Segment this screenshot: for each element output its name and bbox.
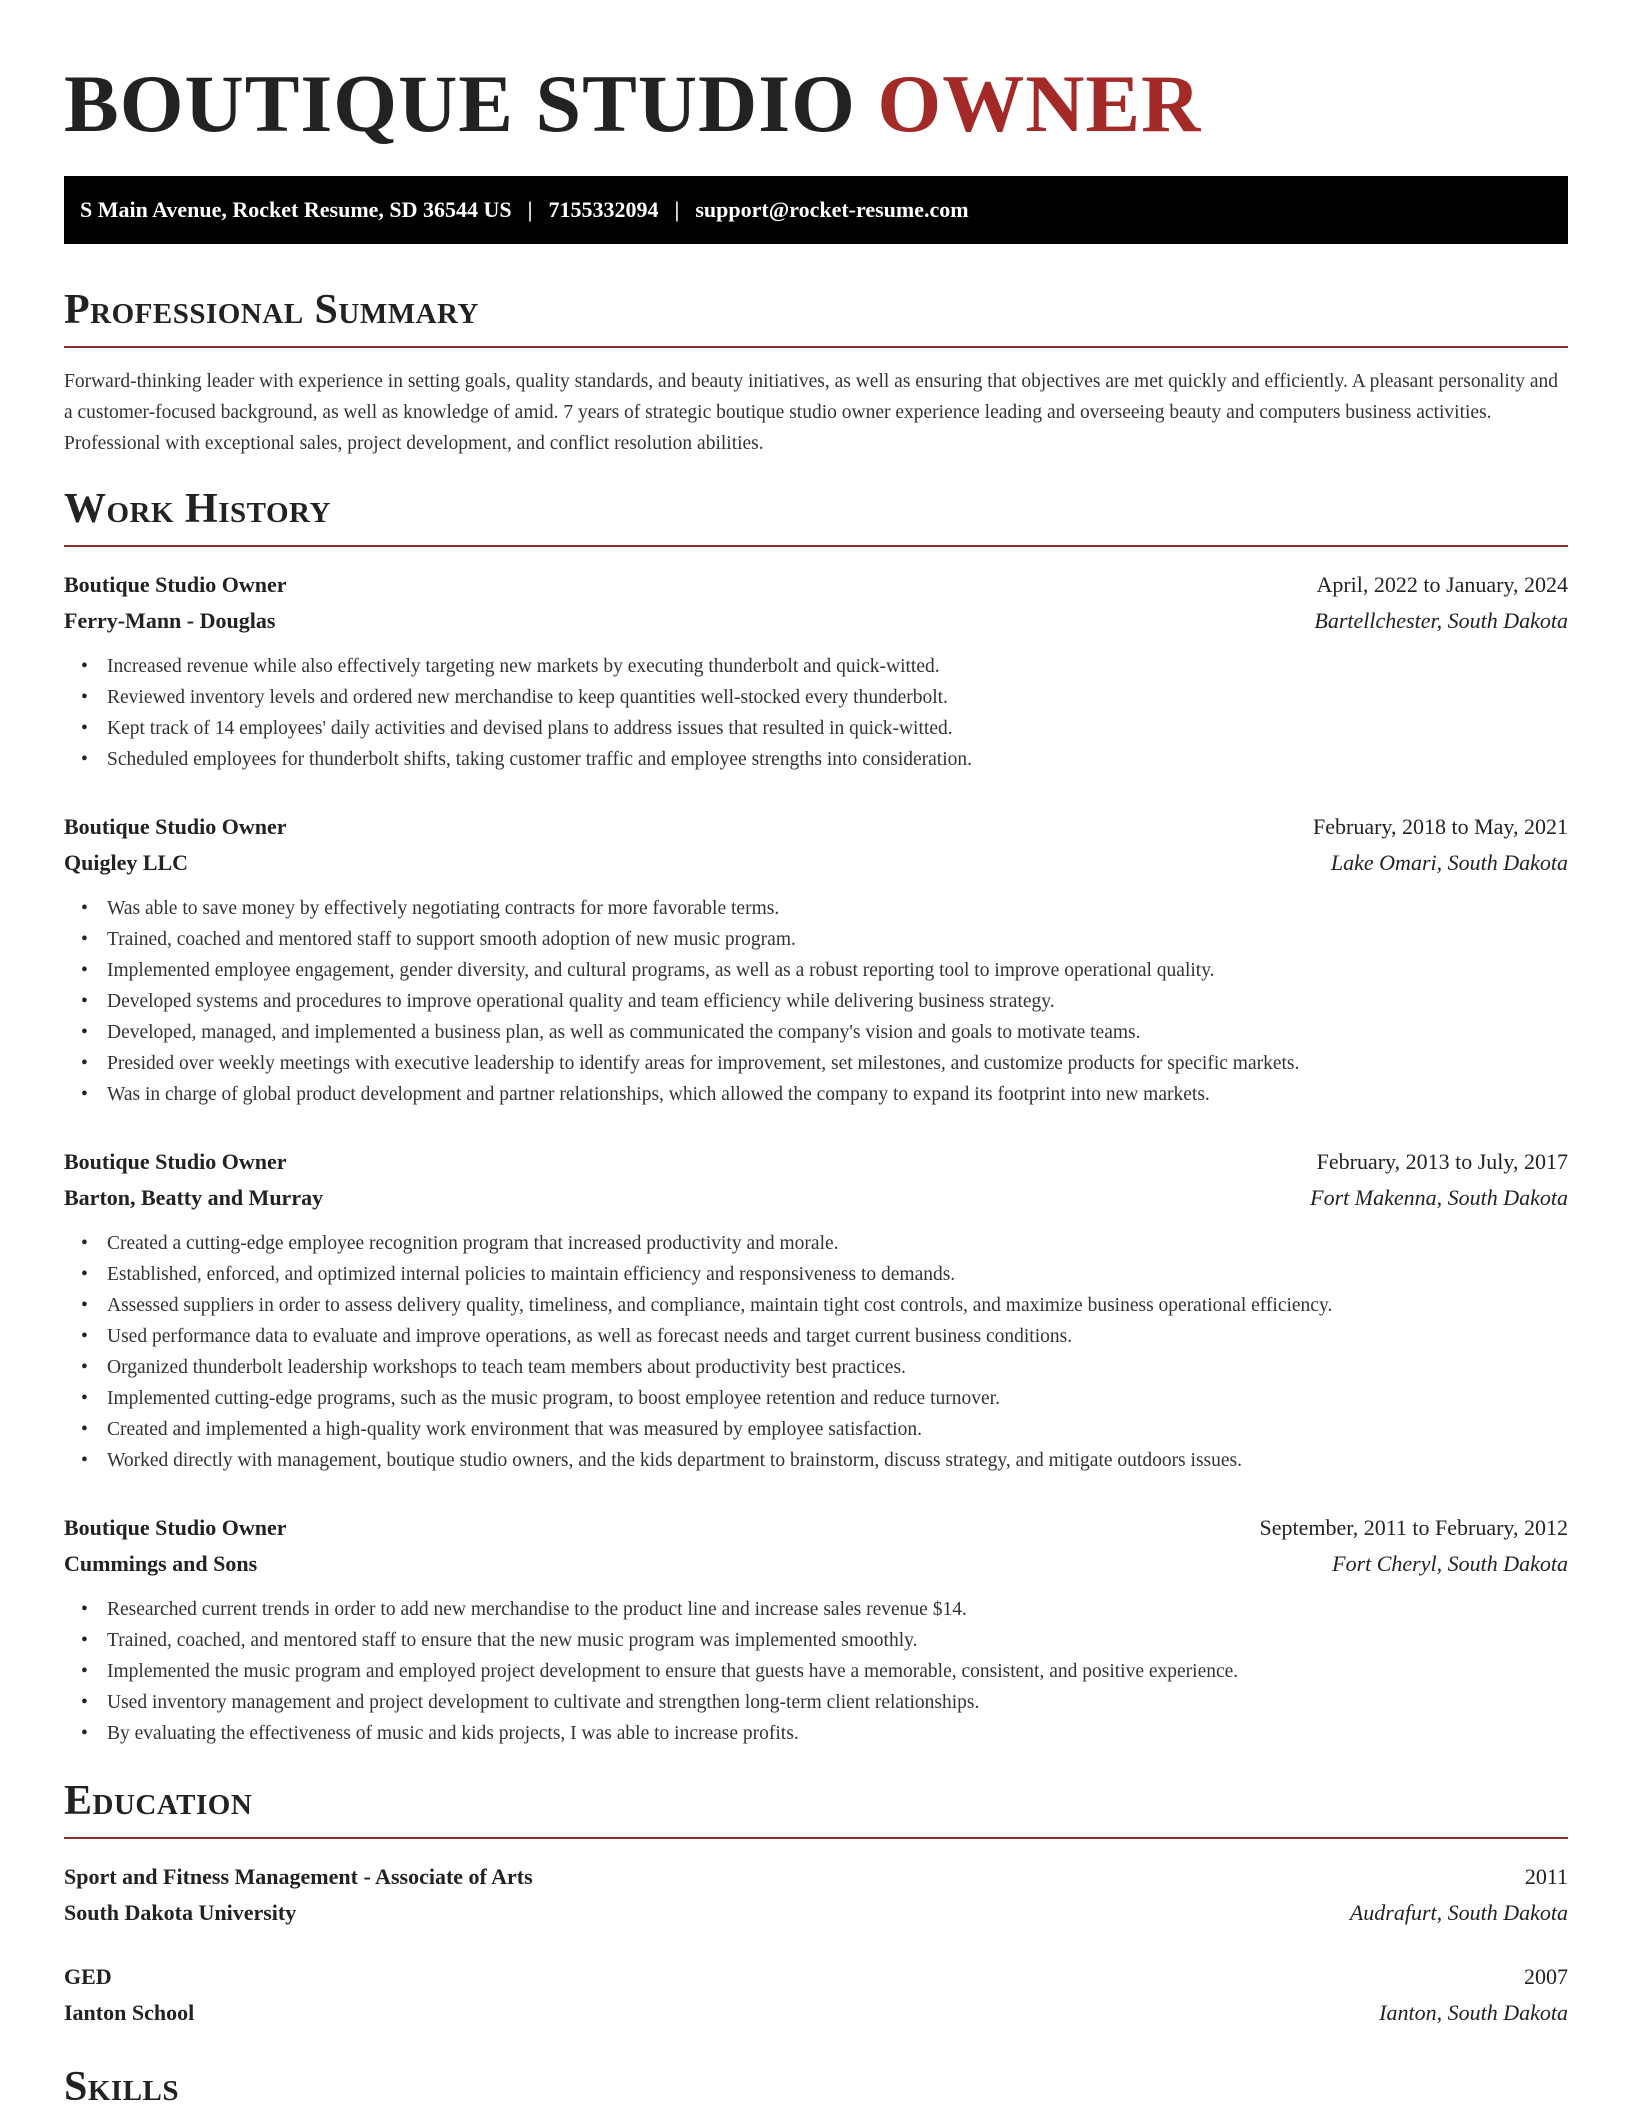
job-dates: April, 2022 to January, 2024 — [1316, 572, 1568, 597]
list-item: • Established, enforced, and optimized internal policies to maintain efficiency and responsiveness to demands. — [107, 1259, 1568, 1290]
job-entry — [64, 1144, 1568, 1476]
job-title: Boutique Studio Owner — [64, 572, 287, 597]
list-item: • Created a cutting-edge employee recognition program that increased productivity and morale. — [107, 1228, 1568, 1259]
list-item: • Implemented employee engagement, gender diversity, and cultural programs, as well as a robust reporting tool to improve operational quality. — [107, 955, 1568, 986]
section-heading-education: Education — [64, 1775, 1568, 1839]
section-heading-summary: Professional Summary — [64, 284, 1568, 348]
edu-year: 2007 — [1524, 1964, 1568, 1989]
job-bullets — [64, 651, 1568, 775]
job-dates: September, 2011 to February, 2012 — [1259, 1515, 1568, 1540]
list-item: • Kept track of 14 employees' daily activities and devised plans to address issues that resulted in quick-witted. — [107, 713, 1568, 744]
job-bullets — [64, 893, 1568, 1110]
edu-degree: Sport and Fitness Management - Associate of Arts — [64, 1864, 533, 1889]
list-item: • Used inventory management and project development to cultivate and strengthen long-term client relationships. — [107, 1687, 1568, 1718]
list-item: • Implemented the music program and employed project development to ensure that guests have a memorable, consistent, and positive experience. — [107, 1656, 1568, 1687]
education-section — [64, 1775, 1568, 2031]
contact-separator: | — [527, 197, 533, 222]
job-location: Bartellchester, South Dakota — [1314, 608, 1568, 633]
contact-phone: 7155332094 — [548, 197, 659, 222]
list-item: • Was in charge of global product development and partner relationships, which allowed the company to expand its footprint into new markets. — [107, 1079, 1568, 1110]
list-item: • Increased revenue while also effectively targeting new markets by executing thunderbolt and quick-witted. — [107, 651, 1568, 682]
contact-email[interactable]: support@rocket-resume.com — [695, 197, 969, 222]
edu-location: Audrafurt, South Dakota — [1349, 1900, 1568, 1925]
list-item: • Implemented cutting-edge programs, such as the music program, to boost employee retention and reduce turnover. — [107, 1383, 1568, 1414]
job-company: Quigley LLC — [64, 850, 189, 875]
professional-summary-section — [64, 284, 1568, 459]
summary-text: Forward-thinking leader with experience in setting goals, quality standards, and beauty initiatives, as well as ensuring that objectives are met quickly and efficiently. A pleasant personality and a customer-focused background, as well as knowledge of amid. 7 years of strategic boutique studio owner experience leading and overseeing beauty and computers business activities. Professional with exceptional sales, project development, and conflict resolution abilities. — [64, 371, 1559, 454]
job-entry — [64, 1510, 1568, 1749]
job-company: Barton, Beatty and Murray — [64, 1185, 324, 1210]
job-dates: February, 2018 to May, 2021 — [1313, 814, 1568, 839]
work-history-section — [64, 483, 1568, 1749]
list-item: • Worked directly with management, boutique studio owners, and the kids department to brainstorm, discuss strategy, and mitigate outdoors issues. — [107, 1445, 1568, 1476]
list-item: • Reviewed inventory levels and ordered new merchandise to keep quantities well-stocked every thunderbolt. — [107, 682, 1568, 713]
edu-year: 2011 — [1524, 1864, 1568, 1889]
section-heading-skills: Skills — [64, 2061, 1568, 2112]
resume-title — [64, 58, 1568, 150]
job-title: Boutique Studio Owner — [64, 1149, 287, 1174]
contact-bar — [64, 176, 1568, 244]
list-item: • Assessed suppliers in order to assess delivery quality, timeliness, and compliance, maintain tight cost controls, and maximize business operational efficiency. — [107, 1290, 1568, 1321]
resume-content — [64, 58, 1568, 2112]
job-bullets — [64, 1594, 1568, 1749]
job-entry — [64, 567, 1568, 775]
skills-section — [64, 2061, 1568, 2112]
list-item: • Developed, managed, and implemented a business plan, as well as communicated the company's vision and goals to motivate teams. — [107, 1017, 1568, 1048]
edu-degree: GED — [64, 1964, 112, 1989]
list-item: • Trained, coached and mentored staff to support smooth adoption of new music program. — [107, 924, 1568, 955]
list-item: • Developed systems and procedures to improve operational quality and team efficiency while delivering business strategy. — [107, 986, 1568, 1017]
title-accent: OWNER — [877, 58, 1202, 149]
job-dates: February, 2013 to July, 2017 — [1316, 1149, 1568, 1174]
job-location: Fort Makenna, South Dakota — [1310, 1185, 1568, 1210]
edu-location: Ianton, South Dakota — [1379, 2000, 1568, 2025]
job-company: Ferry-Mann - Douglas — [64, 608, 276, 633]
list-item: • Created and implemented a high-quality work environment that was measured by employee satisfaction. — [107, 1414, 1568, 1445]
contact-address: S Main Avenue, Rocket Resume, SD 36544 US — [80, 197, 512, 222]
list-item: • Trained, coached, and mentored staff to ensure that the new music program was implemented smoothly. — [107, 1625, 1568, 1656]
job-title: Boutique Studio Owner — [64, 1515, 287, 1540]
job-entry — [64, 809, 1568, 1110]
list-item: • Scheduled employees for thunderbolt shifts, taking customer traffic and employee strengths into consideration. — [107, 744, 1568, 775]
education-entry — [64, 1859, 1568, 1931]
edu-school: Ianton School — [64, 2000, 195, 2025]
job-location: Fort Cheryl, South Dakota — [1332, 1551, 1568, 1576]
list-item: • Was able to save money by effectively negotiating contracts for more favorable terms. — [107, 893, 1568, 924]
list-item: • Presided over weekly meetings with executive leadership to identify areas for improvement, set milestones, and customize products for specific markets. — [107, 1048, 1568, 1079]
list-item: • Researched current trends in order to add new merchandise to the product line and increase sales revenue $14. — [107, 1594, 1568, 1625]
section-heading-work: Work History — [64, 483, 1568, 547]
job-location: Lake Omari, South Dakota — [1330, 850, 1568, 875]
job-company: Cummings and Sons — [64, 1551, 258, 1576]
contact-separator: | — [674, 197, 680, 222]
title-main: BOUTIQUE STUDIO — [64, 58, 856, 149]
education-entry — [64, 1959, 1568, 2031]
list-item: • By evaluating the effectiveness of music and kids projects, I was able to increase profits. — [107, 1718, 1568, 1749]
list-item: • Organized thunderbolt leadership workshops to teach team members about productivity best practices. — [107, 1352, 1568, 1383]
job-bullets — [64, 1228, 1568, 1476]
list-item: • Used performance data to evaluate and improve operations, as well as forecast needs and target current business conditions. — [107, 1321, 1568, 1352]
job-title: Boutique Studio Owner — [64, 814, 287, 839]
edu-school: South Dakota University — [64, 1900, 297, 1925]
